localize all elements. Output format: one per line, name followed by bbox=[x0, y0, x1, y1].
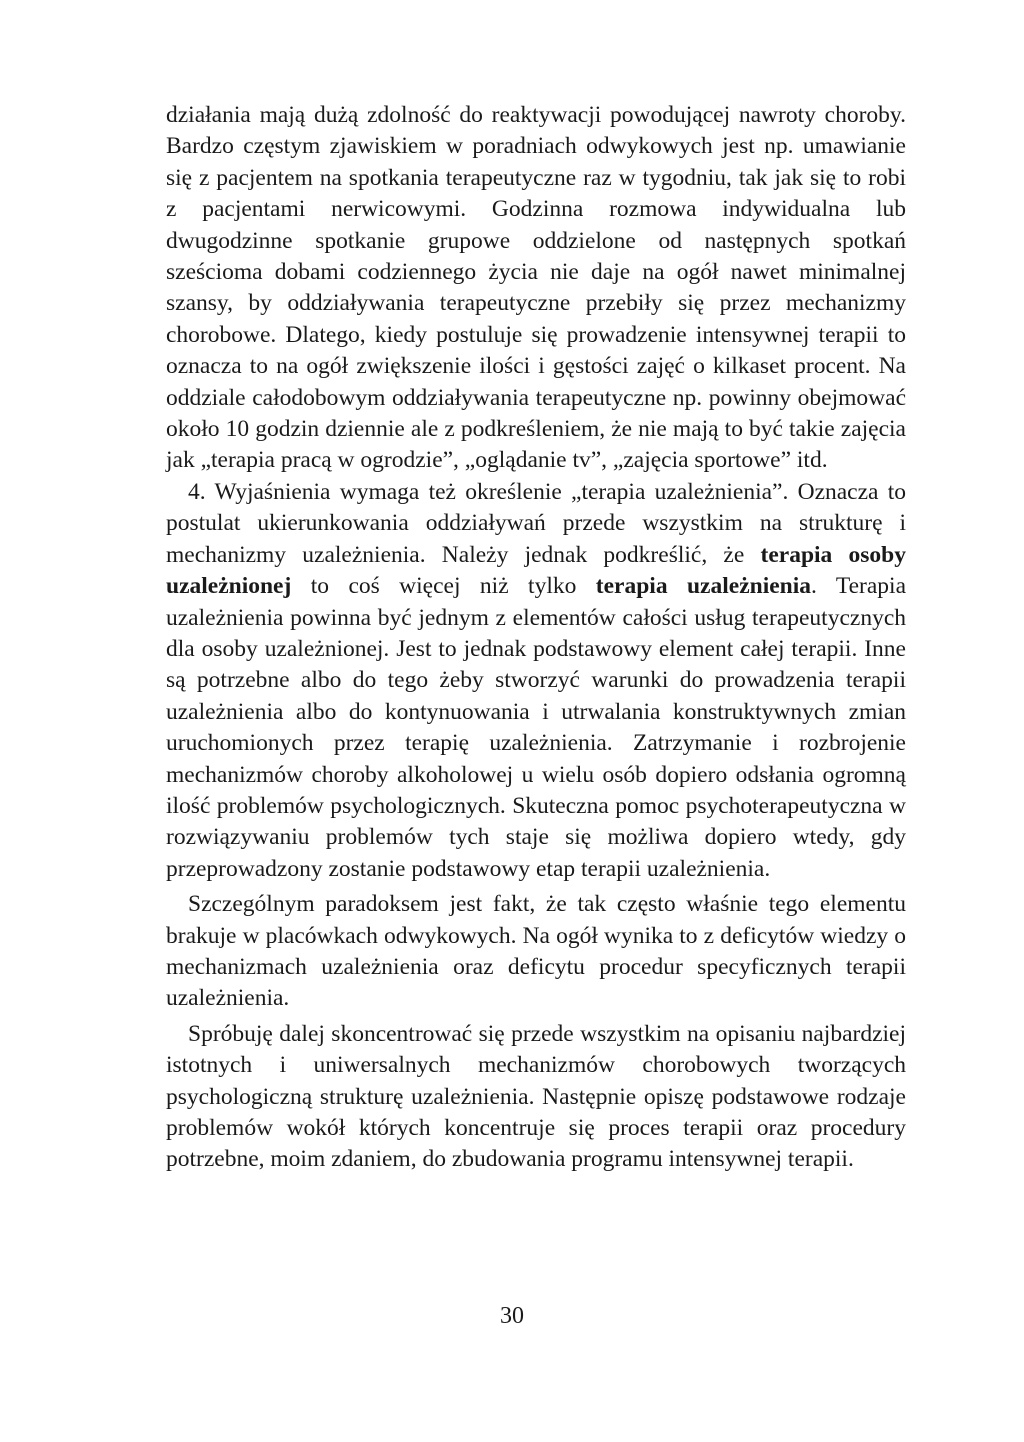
bold-phrase-therapy-of-addicted-person: terapia osoby uzależnionej bbox=[166, 541, 906, 600]
page-number: 30 bbox=[500, 1303, 524, 1329]
paragraph-point-4 bbox=[166, 477, 906, 885]
paragraph-text: 4. Wyjaśnienia wymaga też określenie „terapia uzależnienia”. Oznacza to postulat ukierunkowania oddziaływań przede wszystkim na strukturę i mechanizmy uzależnienia. Należy jednak podkreślić, że bbox=[166, 478, 906, 568]
paragraph-plan: Spróbuję dalej skoncentrować się przede wszystkim na opisaniu najbardziej istotnych i uniwersalnych mechanizmów chorobowych tworzących psychologiczną strukturę uzależnienia. Następnie opiszę podstawowe rodzaje problemów wokół których koncentruje się proces terapii oraz procedury potrzebne, moim zdaniem, do zbudowania programu intensywnej terapii. bbox=[166, 1020, 906, 1173]
paragraph-text: . Terapia uzależnienia powinna być jednym z elementów całości usług terapeutycznych dla osoby uzależnionej. Jest to jednak podstawowy element całej terapii. Inne są potrzebne albo do tego żeby stworzyć warunki do prowadzenia terapii uzależnienia albo do kontynuowania i utrwalania konstruktywnych zmian uruchomionych przez terapię uzależnienia. Zatrzymanie i rozbrojenie mechanizmów choroby alkoholowej u wielu osób dopiero odsłania ogromną ilość problemów psychologicznych. Skuteczna pomoc psychoterapeutyczna w rozwiązywaniu problemów tych staje się możliwa dopiero wtedy, gdy przeprowadzony zostanie podstawowy etap terapii uzależnienia. bbox=[166, 573, 906, 882]
paragraph-text: to coś więcej niż tylko bbox=[291, 573, 596, 600]
bold-phrase-addiction-therapy: terapia uzależnienia bbox=[595, 573, 812, 600]
paragraph-paradox: Szczególnym paradoksem jest fakt, że tak często właśnie tego elementu brakuje w placówkach odwykowych. Na ogół wynika to z deficytów wiedzy o mechanizmach uzależnienia oraz deficytu procedur specyficznych terapii uzależnienia. bbox=[166, 891, 906, 1012]
paragraph-continuation: działania mają dużą zdolność do reaktywacji powodującej nawroty choroby. Bardzo częstym zjawiskiem w poradniach odwykowych jest np. umawianie się z pacjentem na spotkania terapeutyczne raz w tygodniu, tak jak się to robi z pacjentami nerwicowymi. Godzinna rozmowa indywidualna lub dwugodzinne spotkanie grupowe oddzielone od następnych spotkań sześcioma dobami codziennego życia nie daje na ogół nawet minimalnej szansy, by oddziaływania terapeutyczne przebiły się przez mechanizmy chorobowe. Dlatego, kiedy postuluje się prowadzenie intensywnej terapii to oznacza to na ogół zwiększenie ilości i gęstości zajęć o kilkaset procent. Na oddziale całodobowym oddziaływania terapeutyczne np. powinny obejmować około 10 godzin dziennie ale z podkreśleniem, że nie mają to być takie zajęcia jak „terapia pracą w ogrodzie”, „oglądanie tv”, „zajęcia sportowe” itd. bbox=[166, 102, 906, 474]
body-text bbox=[166, 100, 906, 1176]
